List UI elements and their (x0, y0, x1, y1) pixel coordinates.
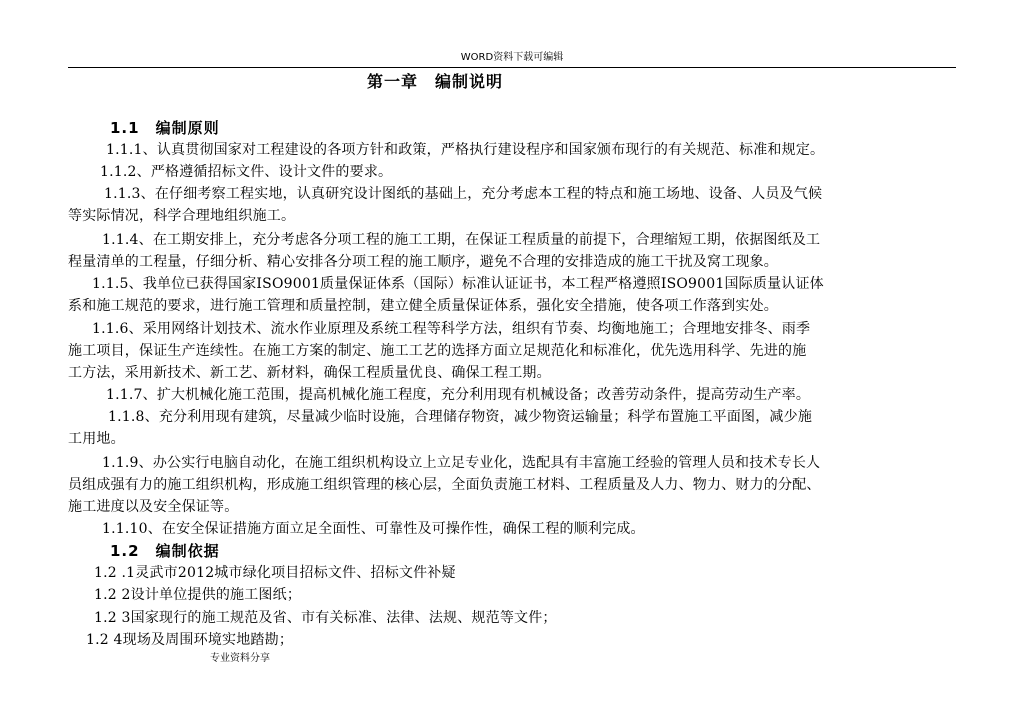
paragraph-line: 1.1.2、严格遵循招标文件、设计文件的要求。 (100, 164, 393, 180)
paragraph-line: 1.1.4、在工期安排上，充分考虑各分项工程的施工工期，在保证工程质量的前提下，合理缩短工期，依据图纸及工 (102, 232, 821, 248)
paragraph-line: 1.1.9、办公实行电脑自动化，在施工组织机构设立上立足专业化，选配具有丰富施工经验的管理人员和技术专长人 (102, 455, 821, 471)
paragraph-line: 1.2 4现场及周围环境实地踏勘； (86, 632, 294, 648)
paragraph-line: 工方法，采用新技术、新工艺、新材料，确保工程质量优良、确保工程工期。 (68, 365, 551, 381)
paragraph-line: 1.1.1、认真贯彻国家对工程建设的各项方针和政策，严格执行建设程序和国家颁布现行的有关规范、标准和规定。 (106, 142, 825, 158)
paragraph-line: 1.1.6、采用网络计划技术、流水作业原理及系统工程等科学方法，组织有节奏、均衡地施工；合理地安排冬、雨季 (92, 321, 811, 337)
page-footer: 专业资料分享 (210, 653, 270, 664)
paragraph-line: 等实际情况，科学合理地组织施工。 (68, 208, 296, 224)
paragraph-line: 1.1.7、扩大机械化施工范围，提高机械化施工程度，充分利用现有机械设备；改善劳动条件，提高劳动生产率。 (106, 387, 811, 403)
paragraph-line: 施工进度以及安全保证等。 (68, 499, 239, 515)
page-header: WORD资料下载可编辑 (460, 52, 564, 63)
paragraph-line: 1.2 3国家现行的施工规范及省、市有关标准、法律、法规、规范等文件； (94, 610, 557, 626)
paragraph-line: 1.2 .1灵武市2012城市绿化项目招标文件、招标文件补疑 (94, 565, 456, 581)
paragraph-line: 程量清单的工程量，仔细分析、精心安排各分项工程的施工顺序，避免不合理的安排造成的施工干扰及窝工现象。 (68, 254, 778, 270)
header-rule (68, 67, 956, 68)
paragraph-line: 系和施工规范的要求，进行施工管理和质量控制，建立健全质量保证体系，强化安全措施，使各项工作落到实处。 (68, 298, 778, 314)
paragraph-line: 1.1.3、在仔细考察工程实地，认真研究设计图纸的基础上，充分考虑本工程的特点和施工场地、设备、人员及气候 (104, 186, 823, 202)
section-heading-1-2: 1.2 编制依据 (110, 542, 220, 560)
chapter-title: 第一章 编制说明 (366, 72, 503, 91)
paragraph-line: 1.1.8、充分利用现有建筑，尽量减少临时设施，合理储存物资，减少物资运输量；科学布置施工平面图，减少施 (108, 409, 813, 425)
paragraph-line: 1.2 2设计单位提供的施工图纸； (94, 587, 302, 603)
paragraph-line: 施工项目，保证生产连续性。在施工方案的制定、施工工艺的选择方面立足规范化和标准化，优先选用科学、先进的施 (68, 343, 807, 359)
section-heading-1-1: 1.1 编制原则 (110, 119, 220, 137)
paragraph-line: 员组成强有力的施工组织机构，形成施工组织管理的核心层，全面负责施工材料、工程质量及人力、物力、财力的分配、 (68, 477, 821, 493)
paragraph-line: 1.1.10、在安全保证措施方面立足全面性、可靠性及可操作性，确保工程的顺利完成。 (102, 521, 645, 537)
paragraph-line: 1.1.5、我单位已获得国家ISO9001质量保证体系（国际）标准认证证书，本工程严格遵照ISO9001国际质量认证体 (92, 276, 824, 292)
paragraph-line: 工用地。 (68, 431, 125, 447)
